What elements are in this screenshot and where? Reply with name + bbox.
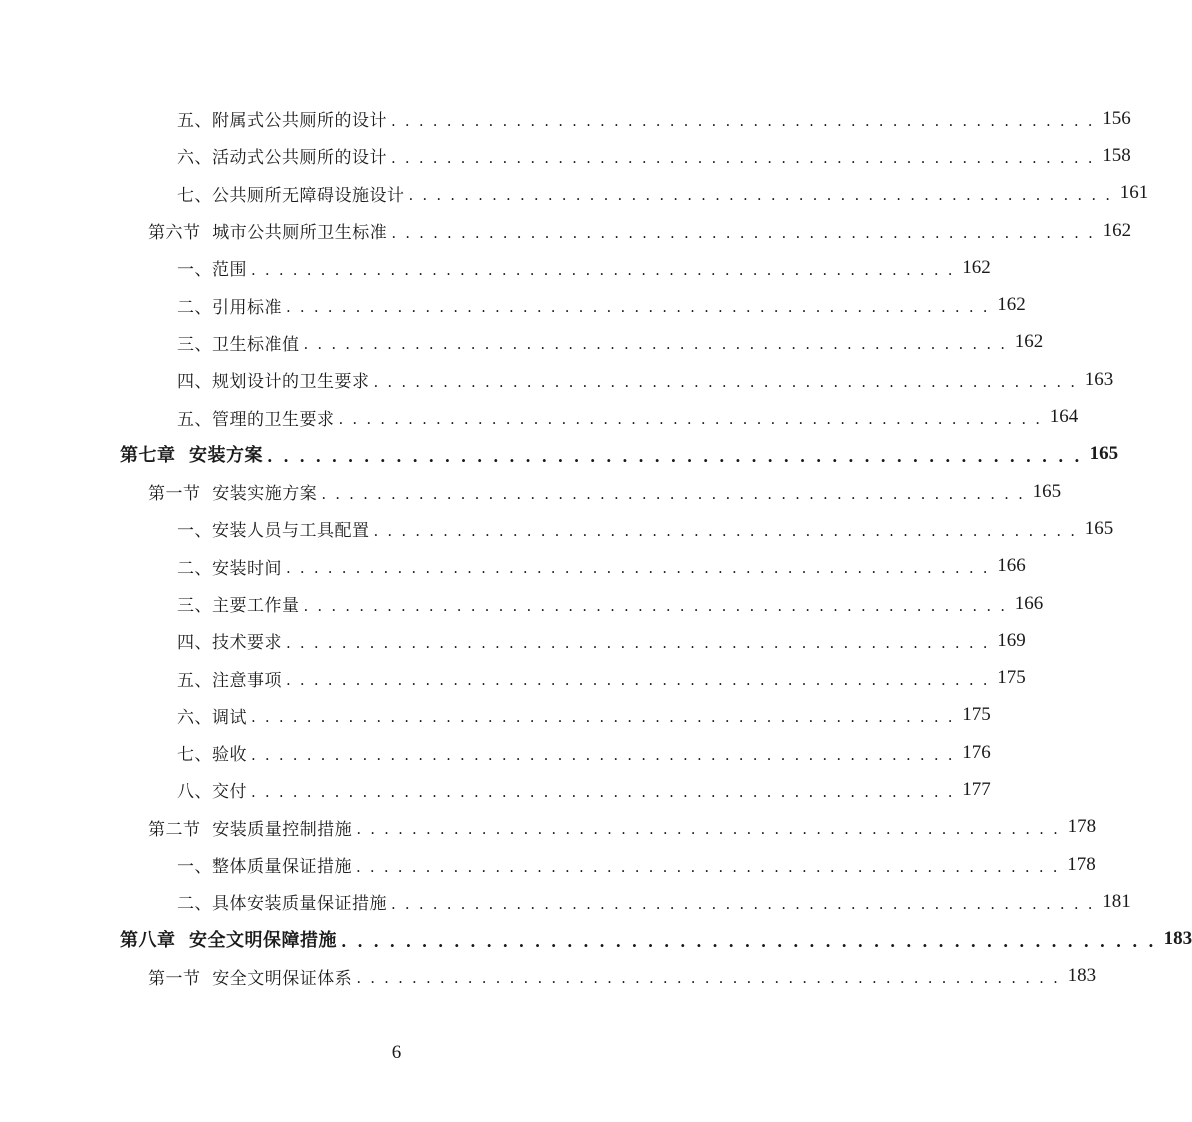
toc-entry-page: 166 xyxy=(997,555,1026,577)
toc-subsection-entry[interactable] xyxy=(0,398,1079,435)
toc-entry-title: 四、规划设计的卫生要求 xyxy=(177,372,370,393)
toc-entry-page: 165 xyxy=(1084,517,1114,539)
toc-dot-leader: . . . . . . . . . . . . . . . . . . . . . . . . . . . . . . . . . . . . . . . . . . . . . . . . . . . xyxy=(267,446,1083,466)
toc-subsection-entry[interactable] xyxy=(0,622,1026,659)
toc-entry-page: 175 xyxy=(962,704,991,726)
toc-entry-title: 二、具体安装质量保证措施 xyxy=(177,894,387,915)
toc-entry-title: 五、管理的卫生要求 xyxy=(177,409,335,430)
toc-chapter-entry[interactable] xyxy=(0,436,1119,473)
toc-entry-page: 169 xyxy=(997,629,1026,651)
toc-entry-page: 176 xyxy=(962,741,991,763)
toc-dot-leader: . . . . . . . . . . . . . . . . . . . . . . . . . . . . . . . . . . . . . . . . . . . . . . . . . . . xyxy=(303,596,1008,615)
toc-entry-page: 175 xyxy=(997,667,1026,689)
toc-dot-leader: . . . . . . . . . . . . . . . . . . . . . . . . . . . . . . . . . . . . . . . . . . . . . . . . . . . xyxy=(303,335,1008,354)
toc-entry-title: 第七章 安装方案 xyxy=(120,445,264,467)
toc-entry-title: 一、整体质量保证措施 xyxy=(177,857,352,878)
toc-chapter-entry[interactable] xyxy=(0,921,1192,958)
toc-entry-title: 五、附属式公共厕所的设计 xyxy=(177,111,387,132)
toc-entry-page: 163 xyxy=(1084,368,1114,390)
toc-subsection-entry[interactable] xyxy=(0,548,1026,585)
toc-subsection-entry[interactable] xyxy=(0,585,1044,622)
toc-subsection-entry[interactable] xyxy=(0,510,1114,547)
toc-entry-page: 164 xyxy=(1049,406,1079,428)
toc-dot-leader: . . . . . . . . . . . . . . . . . . . . . . . . . . . . . . . . . . . . . . . . . . . . . . . . . . . xyxy=(356,857,1060,876)
toc-entry-page: 161 xyxy=(1119,182,1149,204)
toc-subsection-entry[interactable] xyxy=(0,249,991,286)
toc-subsection-entry[interactable] xyxy=(0,697,991,734)
toc-dot-leader: . . . . . . . . . . . . . . . . . . . . . . . . . . . . . . . . . . . . . . . . . . . . . . . . . . . xyxy=(321,484,1026,503)
toc-entry-title: 第一节 安全文明保证体系 xyxy=(148,968,353,989)
toc-dot-leader: . . . . . . . . . . . . . . . . . . . . . . . . . . . . . . . . . . . . . . . . . . . . . . . . . . . xyxy=(286,671,990,690)
toc-entry-title: 四、技术要求 xyxy=(177,633,282,654)
toc-entry-page: 162 xyxy=(1014,331,1044,353)
toc-entry-page: 183 xyxy=(1163,928,1192,950)
toc-entry-page: 162 xyxy=(997,294,1026,316)
toc-entry-title: 三、主要工作量 xyxy=(177,596,300,616)
toc-entry-title: 第一节 安装实施方案 xyxy=(148,484,318,505)
toc-subsection-entry[interactable] xyxy=(0,659,1026,696)
toc-dot-leader: . . . . . . . . . . . . . . . . . . . . . . . . . . . . . . . . . . . . . . . . . . . . . . . . . . . xyxy=(251,708,955,727)
toc-dot-leader: . . . . . . . . . . . . . . . . . . . . . . . . . . . . . . . . . . . . . . . . . . . . . . . . . . . xyxy=(391,148,1095,167)
toc-entry-page: 183 xyxy=(1067,965,1097,987)
toc-dot-leader: . . . . . . . . . . . . . . . . . . . . . . . . . . . . . . . . . . . . . . . . . . . . . . . . . . . xyxy=(356,969,1061,988)
toc-dot-leader: . . . . . . . . . . . . . . . . . . . . . . . . . . . . . . . . . . . . . . . . . . . . . . . . . . . xyxy=(286,298,990,317)
toc-entry-title: 三、卫生标准值 xyxy=(177,334,300,355)
toc-subsection-entry[interactable] xyxy=(0,771,991,808)
toc-entry-page: 178 xyxy=(1067,816,1097,838)
toc-dot-leader: . . . . . . . . . . . . . . . . . . . . . . . . . . . . . . . . . . . . . . . . . . . . . . . . . . . xyxy=(391,894,1095,913)
toc-entry-page: 162 xyxy=(1102,219,1132,241)
toc-entry-page: 158 xyxy=(1102,144,1131,166)
toc-entry-title: 八、交付 xyxy=(177,782,247,803)
toc-entry-title: 一、安装人员与工具配置 xyxy=(177,521,370,542)
toc-dot-leader: . . . . . . . . . . . . . . . . . . . . . . . . . . . . . . . . . . . . . . . . . . . . . . . . . . . xyxy=(391,111,1095,130)
toc-subsection-entry[interactable] xyxy=(0,137,1131,174)
toc-subsection-entry[interactable] xyxy=(0,883,1131,920)
toc-entry-title: 第六节 城市公共厕所卫生标准 xyxy=(148,223,388,244)
toc-subsection-entry[interactable] xyxy=(0,734,991,771)
toc-dot-leader: . . . . . . . . . . . . . . . . . . . . . . . . . . . . . . . . . . . . . . . . . . . . . . . . . . . xyxy=(408,186,1113,205)
toc-section-entry[interactable] xyxy=(0,212,1132,249)
toc-entry-title: 七、公共厕所无障碍设施设计 xyxy=(177,185,405,206)
toc-section-entry[interactable] xyxy=(0,809,1097,846)
toc-dot-leader: . . . . . . . . . . . . . . . . . . . . . . . . . . . . . . . . . . . . . . . . . . . . . . . . . . . xyxy=(286,633,990,652)
toc-entry-title: 一、范围 xyxy=(177,260,247,281)
toc-entry-page: 162 xyxy=(962,256,991,278)
toc-entry-page: 178 xyxy=(1067,853,1096,875)
table-of-contents xyxy=(0,100,1192,995)
toc-dot-leader: . . . . . . . . . . . . . . . . . . . . . . . . . . . . . . . . . . . . . . . . . . . . . . . . . . . xyxy=(338,410,1043,429)
toc-dot-leader: . . . . . . . . . . . . . . . . . . . . . . . . . . . . . . . . . . . . . . . . . . . . . . . . . . . xyxy=(251,745,955,764)
toc-dot-leader: . . . . . . . . . . . . . . . . . . . . . . . . . . . . . . . . . . . . . . . . . . . . . . . . . . . xyxy=(341,931,1157,951)
toc-section-entry[interactable] xyxy=(0,473,1062,510)
toc-entry-page: 165 xyxy=(1032,480,1062,502)
toc-entry-title: 第二节 安装质量控制措施 xyxy=(148,819,353,840)
toc-dot-leader: . . . . . . . . . . . . . . . . . . . . . . . . . . . . . . . . . . . . . . . . . . . . . . . . . . . xyxy=(251,782,955,801)
toc-entry-title: 二、引用标准 xyxy=(177,297,282,318)
toc-subsection-entry[interactable] xyxy=(0,361,1114,398)
toc-subsection-entry[interactable] xyxy=(0,286,1026,323)
toc-dot-leader: . . . . . . . . . . . . . . . . . . . . . . . . . . . . . . . . . . . . . . . . . . . . . . . . . . . xyxy=(373,521,1078,540)
toc-entry-title: 六、调试 xyxy=(177,707,247,728)
toc-entry-title: 二、安装时间 xyxy=(177,558,282,579)
toc-dot-leader: . . . . . . . . . . . . . . . . . . . . . . . . . . . . . . . . . . . . . . . . . . . . . . . . . . . xyxy=(356,820,1061,839)
toc-subsection-entry[interactable] xyxy=(0,846,1096,883)
toc-section-entry[interactable] xyxy=(0,958,1097,995)
toc-entry-page: 177 xyxy=(962,778,991,800)
toc-subsection-entry[interactable] xyxy=(0,324,1044,361)
toc-entry-page: 156 xyxy=(1102,107,1131,129)
toc-entry-page: 166 xyxy=(1014,592,1044,614)
toc-dot-leader: . . . . . . . . . . . . . . . . . . . . . . . . . . . . . . . . . . . . . . . . . . . . . . . . . . . xyxy=(391,223,1096,242)
toc-entry-title: 六、活动式公共厕所的设计 xyxy=(177,148,387,169)
page-number: 6 xyxy=(391,1042,402,1063)
toc-entry-page: 181 xyxy=(1102,890,1131,912)
toc-dot-leader: . . . . . . . . . . . . . . . . . . . . . . . . . . . . . . . . . . . . . . . . . . . . . . . . . . . xyxy=(286,559,990,578)
toc-subsection-entry[interactable] xyxy=(0,175,1149,212)
toc-entry-title: 第八章 安全文明保障措施 xyxy=(120,930,338,952)
toc-entry-page: 165 xyxy=(1089,443,1119,465)
toc-subsection-entry[interactable] xyxy=(0,100,1131,137)
toc-dot-leader: . . . . . . . . . . . . . . . . . . . . . . . . . . . . . . . . . . . . . . . . . . . . . . . . . . . xyxy=(251,260,955,279)
toc-entry-title: 七、验收 xyxy=(177,745,247,766)
toc-dot-leader: . . . . . . . . . . . . . . . . . . . . . . . . . . . . . . . . . . . . . . . . . . . . . . . . . . . xyxy=(373,372,1078,391)
toc-entry-title: 五、注意事项 xyxy=(177,670,282,691)
